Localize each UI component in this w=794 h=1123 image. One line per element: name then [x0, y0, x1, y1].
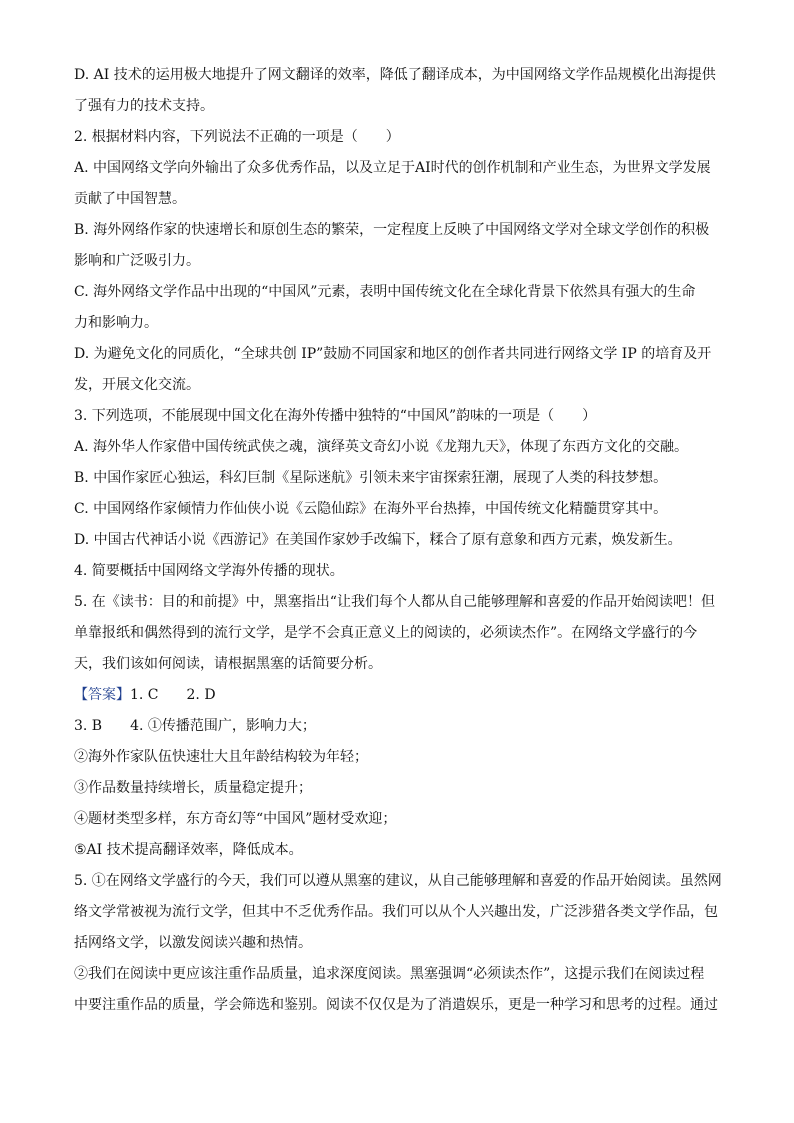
answer-line: 络文学常被视为流行文学，但其中不乏优秀作品。我们可以从个人兴趣出发，广泛涉猎各类文学作品，包	[74, 904, 718, 920]
option-b: B. 中国作家匠心独运，科幻巨制《星际迷航》引领未来宇宙探索狂潮，展现了人类的科技梦想。	[74, 470, 668, 486]
answer-line: ②海外作家队伍快速壮大且年龄结构较为年轻；	[74, 749, 368, 765]
answer-line: ④题材类型多样，东方奇幻等“中国风”题材受欢迎；	[74, 811, 397, 827]
question-5: 5. 在《读书：目的和前提》中，黑塞指出“让我们每个人都从自己能够理解和喜爱的作品开始阅读吧！但	[74, 594, 715, 610]
text-line: 贡献了中国智慧。	[74, 191, 186, 207]
answer-text: 1. C 2. D	[130, 687, 216, 703]
option-a: A. 中国网络文学向外输出了众多优秀作品，以及立足于AI时代的创作机制和产业生态，为世界文学发展	[74, 160, 711, 176]
question-4: 4. 简要概括中国网络文学海外传播的现状。	[74, 563, 344, 579]
document-page	[74, 60, 722, 1021]
answer-tag: 【答案】	[74, 687, 130, 703]
text-line: 影响和广泛吸引力。	[74, 253, 200, 269]
option-d: D. 中国古代神话小说《西游记》在美国作家妙手改编下，糅合了原有意象和西方元素，焕发新生。	[74, 532, 682, 548]
text-line: 天，我们该如何阅读，请根据黑塞的话简要分析。	[74, 656, 382, 672]
text-line: 了强有力的技术支持。	[74, 98, 214, 114]
option-c: C. 海外网络文学作品中出现的“中国风”元素，表明中国传统文化在全球化背景下依然具有强大的生命	[74, 284, 696, 300]
text-line: 单靠报纸和偶然得到的流行文学，是学不会真正意义上的阅读的，必须读杰作”。在网络文学盛行的今	[74, 625, 698, 641]
option-c: C. 中国网络作家倾情力作仙侠小说《云隐仙踪》在海外平台热捧，中国传统文化精髓贯穿其中。	[74, 501, 668, 517]
text-line: 发，开展文化交流。	[74, 377, 200, 393]
answer-line: ②我们在阅读中更应该注重作品质量，追求深度阅读。黑塞强调“必须读杰作”，这提示我们在阅读过程	[74, 966, 705, 982]
option-a: A. 海外华人作家借中国传统武侠之魂，演绎英文奇幻小说《龙翔九天》，体现了东西方文化的交融。	[74, 439, 689, 455]
text-line: D. AI 技术的运用极大地提升了网文翻译的效率，降低了翻译成本，为中国网络文学作品规模化出海提供	[74, 67, 716, 83]
answer-line: ③作品数量持续增长，质量稳定提升；	[74, 780, 312, 796]
option-d: D. 为避免文化的同质化，“全球共创 IP”鼓励不同国家和地区的创作者共同进行网络文学 IP 的培育及开	[74, 346, 712, 362]
question-3: 3. 下列选项，不能展现中国文化在海外传播中独特的“中国风”韵味的一项是（ ）	[74, 408, 597, 424]
answer-line: 3. B 4. ①传播范围广，影响力大；	[74, 718, 316, 734]
option-b: B. 海外网络作家的快速增长和原创生态的繁荣，一定程度上反映了中国网络文学对全球文学创作的积极	[74, 222, 710, 238]
question-2: 2. 根据材料内容，下列说法不正确的一项是（ ）	[74, 129, 400, 145]
answer-line: ⑤AI 技术提高翻译效率，降低成本。	[74, 842, 303, 858]
answer-line: 中要注重作品的质量，学会筛选和鉴别。阅读不仅仅是为了消遣娱乐，更是一种学习和思考的过程。通过	[74, 997, 718, 1013]
answer-line	[74, 680, 722, 711]
answer-line: 括网络文学，以激发阅读兴趣和热情。	[74, 935, 312, 951]
text-line: 力和影响力。	[74, 315, 158, 331]
answer-line: 5. ①在网络文学盛行的今天，我们可以遵从黑塞的建议，从自己能够理解和喜爱的作品开始阅读。虽然网	[74, 873, 722, 889]
